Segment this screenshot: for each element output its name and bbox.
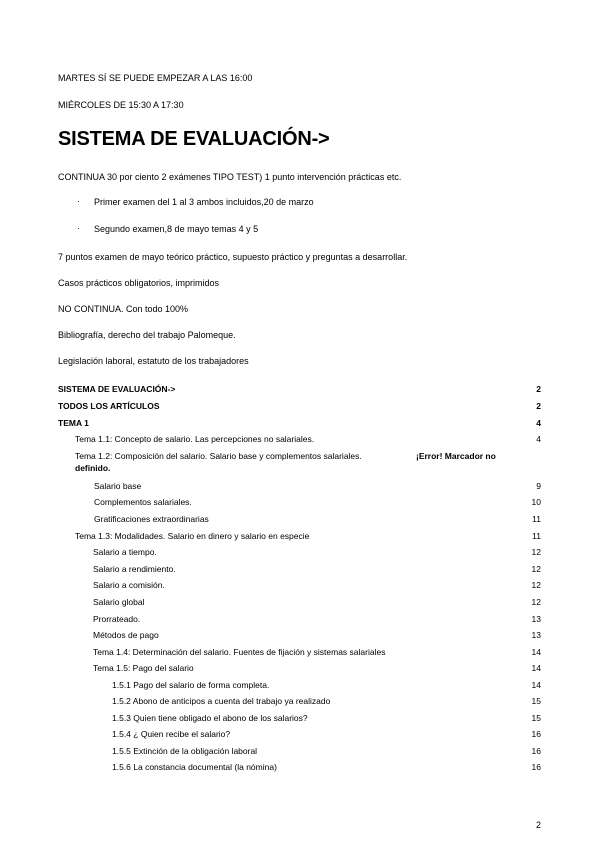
- toc-entry-page: 10: [531, 497, 541, 507]
- toc-error-marker: definido.: [75, 463, 111, 473]
- continua-text: CONTINUA 30 por ciento 2 exámenes TIPO TEST) 1 punto intervención prácticas etc.: [58, 172, 402, 182]
- toc-entry-title: Gratificaciones extraordinarias: [94, 514, 209, 524]
- schedule-wednesday: MIÉRCOLES DE 15:30 A 17:30: [58, 100, 184, 110]
- toc-entry-page: 4: [536, 418, 541, 428]
- toc-entry-page: 14: [531, 680, 541, 690]
- toc-entry-page: 12: [531, 580, 541, 590]
- toc-entry-title: 1.5.3 Quien tiene obligado el abono de los salarios?: [112, 713, 308, 723]
- bullet-first-exam: Primer examen del 1 al 3 ambos incluidos,20 de marzo: [94, 197, 314, 207]
- toc-entry-title: 1.5.1 Pago del salario de forma completa.: [112, 680, 270, 690]
- toc-entry-page: 12: [531, 564, 541, 574]
- toc-entry-title: TEMA 1: [58, 418, 89, 428]
- toc-entry-title: Tema 1.5: Pago del salario: [93, 663, 194, 673]
- page-number: 2: [536, 820, 542, 830]
- toc-entry-title: Salario a tiempo.: [93, 547, 157, 557]
- bullet-icon: ·: [77, 196, 80, 206]
- toc-entry-title: 1.5.6 La constancia documental (la nómina): [112, 762, 277, 772]
- toc-entry-page: 4: [536, 434, 541, 444]
- toc-entry-title: Tema 1.2: Composición del salario. Salario base y complementos salariales.: [75, 451, 362, 461]
- bullet-icon: ·: [77, 223, 80, 233]
- section-title: SISTEMA DE EVALUACIÓN->: [58, 128, 330, 150]
- toc-entry-page: 16: [531, 729, 541, 739]
- bullet-second-exam: Segundo examen,8 de mayo temas 4 y 5: [94, 224, 259, 234]
- toc-entry-page: 12: [531, 597, 541, 607]
- toc-entry-title: Salario a comisión.: [93, 580, 165, 590]
- toc-entry-page: 14: [531, 647, 541, 657]
- toc-entry-title: Salario a rendimiento.: [93, 564, 176, 574]
- toc-entry-title: Tema 1.4: Determinación del salario. Fuentes de fijación y sistemas salariales: [93, 647, 386, 657]
- toc-entry-page: 9: [536, 481, 541, 491]
- toc-entry-title: Complementos salariales.: [94, 497, 192, 507]
- legislation-text: Legislación laboral, estatuto de los trabajadores: [58, 356, 249, 366]
- no-continua-text: NO CONTINUA. Con todo 100%: [58, 304, 189, 314]
- toc-entry-page: 12: [531, 547, 541, 557]
- toc-entry-page: 15: [531, 696, 541, 706]
- toc-entry-page: 13: [531, 614, 541, 624]
- toc-entry-title: SISTEMA DE EVALUACIÓN->: [58, 384, 176, 394]
- toc-entry-title: Tema 1.3: Modalidades. Salario en dinero y salario en especie: [75, 531, 310, 541]
- toc-entry-page: 2: [536, 401, 541, 411]
- toc-entry-title: 1.5.5 Extinción de la obligación laboral: [112, 746, 258, 756]
- toc-entry-title: Métodos de pago: [93, 630, 159, 640]
- toc-entry-page: 13: [531, 630, 541, 640]
- toc-entry-page: 16: [531, 746, 541, 756]
- toc-entry-page: 16: [531, 762, 541, 772]
- schedule-tuesday: MARTES SÍ SE PUEDE EMPEZAR A LAS 16:00: [58, 73, 253, 83]
- toc-entry-page: 11: [532, 531, 541, 541]
- toc-entry-title: 1.5.2 Abono de anticipos a cuenta del trabajo ya realizado: [112, 696, 331, 706]
- toc-entry-page: 14: [531, 663, 541, 673]
- practical-cases-text: Casos prácticos obligatorios, imprimidos: [58, 278, 220, 288]
- toc-error-marker: ¡Error! Marcador no: [416, 451, 496, 461]
- toc-entry-title: Salario global: [93, 597, 145, 607]
- toc-entry-title: 1.5.4 ¿ Quien recibe el salario?: [112, 729, 231, 739]
- exam-points-text: 7 puntos examen de mayo teórico práctico, supuesto práctico y preguntas a desarrollar.: [58, 252, 408, 262]
- toc-entry-page: 15: [531, 713, 541, 723]
- bibliography-text: Bibliografía, derecho del trabajo Palomeque.: [58, 330, 236, 340]
- toc-entry-title: Tema 1.1: Concepto de salario. Las percepciones no salariales.: [75, 434, 315, 444]
- toc-entry-title: Prorrateado.: [93, 614, 141, 624]
- toc-entry-page: 2: [536, 384, 541, 394]
- toc-entry-page: 11: [532, 514, 541, 524]
- toc-entry-title: Salario base: [94, 481, 142, 491]
- toc-entry-title: TODOS LOS ARTÍCULOS: [58, 401, 160, 411]
